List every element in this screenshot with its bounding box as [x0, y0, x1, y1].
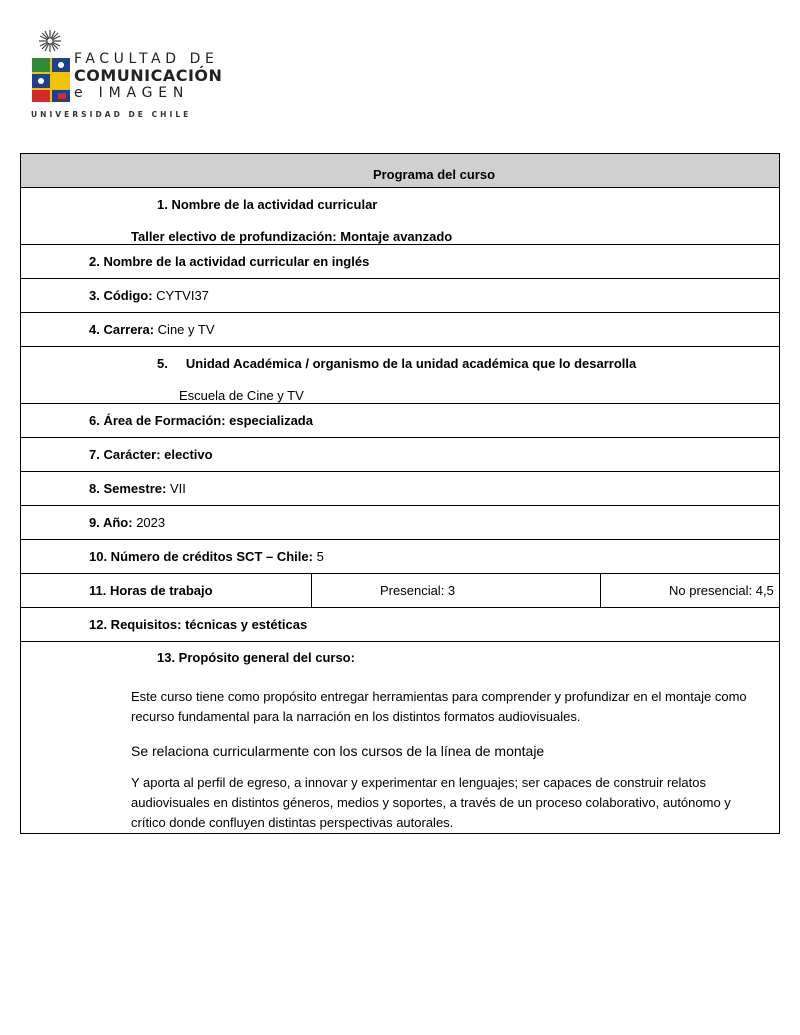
row-work-hours-presencial: [312, 574, 601, 608]
logo-line-comunicacion: COMUNICACIÓN: [74, 66, 223, 85]
row-academic-unit: [21, 347, 780, 404]
row2-label: 2. Nombre de la actividad curricular en inglés: [89, 254, 370, 269]
university-emblem-icon: [28, 28, 74, 108]
row-work-hours-no-presencial: [601, 574, 780, 608]
table-heading-text: Programa del curso: [372, 167, 496, 182]
row-activity-name-english: [21, 245, 780, 279]
logo-line-imagen: e IMAGEN: [74, 85, 190, 101]
row13-label: 13. Propósito general del curso:: [157, 650, 355, 665]
row4-label: 4. Carrera:: [89, 322, 155, 337]
purpose-paragraph-1: Este curso tiene como propósito entregar herramientas para comprender y profundizar en el montaje como recurso fundamental para la narración en los distintos formatos audiovisuales.: [131, 689, 747, 724]
row-work-hours-label: [21, 574, 312, 608]
row9-value: 2023: [136, 515, 166, 530]
row-career: [21, 313, 780, 347]
row-code: [21, 279, 780, 313]
row10-value: 5: [316, 549, 324, 564]
logo-line-universidad: UNIVERSIDAD DE CHILE: [31, 110, 192, 119]
row-general-purpose: [21, 642, 780, 834]
row8-value: VII: [169, 481, 186, 496]
row-requirements: [21, 608, 780, 642]
purpose-paragraph-3: Y aporta al perfil de egreso, a innovar y experimentar en lenguajes; ser capaces de construir relatos audiovisuales en distintos géneros, medios y soportes, a través de un proceso colaborativo, autónomo y crítico donde confluyen distintas perspectivas autorales.: [131, 775, 731, 830]
row8-label: 8. Semestre:: [89, 481, 167, 496]
row-year: [21, 506, 780, 540]
row1-value: Taller electivo de profundización: Montaje avanzado: [131, 229, 453, 244]
row12-label: 12. Requisitos: técnicas y estéticas: [89, 617, 308, 632]
row11-label: 11. Horas de trabajo: [89, 583, 213, 598]
row3-value: CYTVI37: [156, 288, 209, 303]
table-heading: [21, 154, 780, 188]
row9-label: 9. Año:: [89, 515, 133, 530]
purpose-paragraph-2: Se relaciona curricularmente con los cursos de la línea de montaje: [131, 743, 545, 759]
logo-line-facultad: FACULTAD DE: [74, 51, 219, 67]
row5-label: 5. Unidad Académica / organismo de la unidad académica que lo desarrolla: [157, 356, 637, 371]
row-semester: [21, 472, 780, 506]
faculty-logo: [28, 28, 223, 123]
row7-label: 7. Carácter: electivo: [89, 447, 213, 462]
course-program-table: [20, 153, 780, 834]
row3-label: 3. Código:: [89, 288, 153, 303]
row5-value: Escuela de Cine y TV: [179, 388, 304, 403]
row10-label: 10. Número de créditos SCT – Chile:: [89, 549, 313, 564]
row1-label: 1. Nombre de la actividad curricular: [157, 197, 378, 212]
row-character: [21, 438, 780, 472]
row11-no-presencial: No presencial: 4,5: [669, 583, 774, 598]
row11-presencial: Presencial: 3: [380, 583, 456, 598]
row-activity-name: [21, 188, 780, 245]
row6-label: 6. Área de Formación: especializada: [89, 413, 313, 428]
row4-value: Cine y TV: [157, 322, 215, 337]
row-credits: [21, 540, 780, 574]
row-formation-area: [21, 404, 780, 438]
